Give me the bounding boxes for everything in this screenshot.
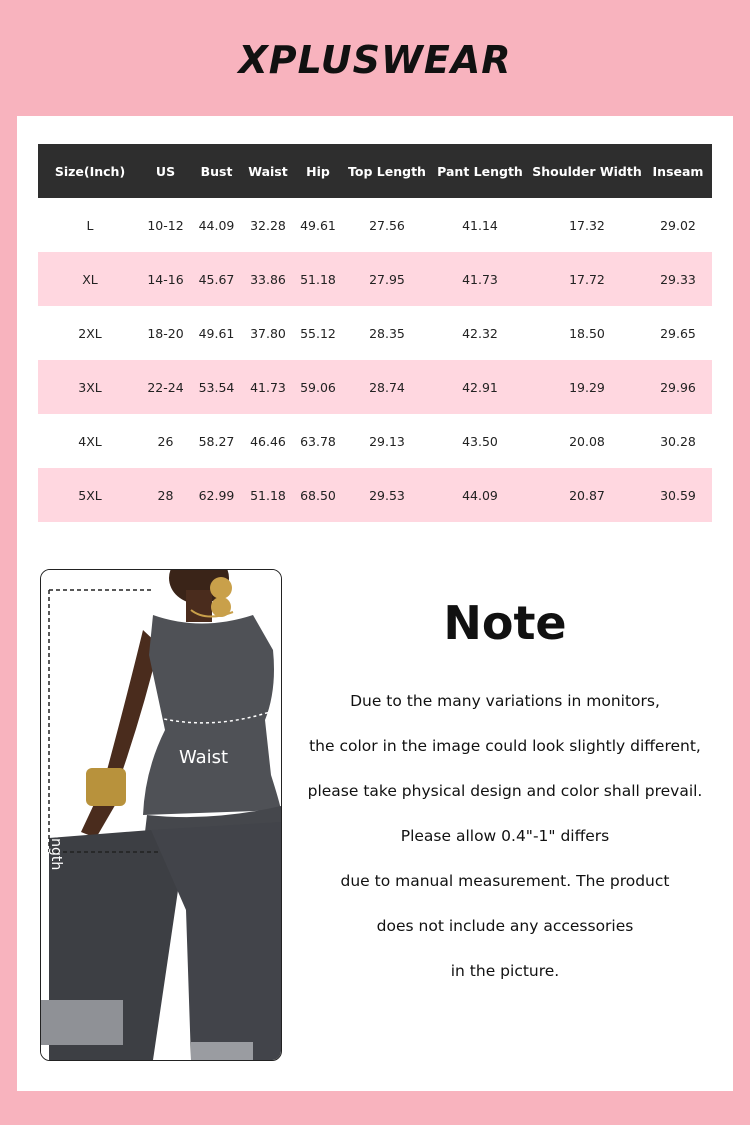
header-pant-length: Pant Length <box>430 144 530 198</box>
cell-bust: 49.61 <box>198 325 235 341</box>
header-top-length: Top Length <box>344 144 430 198</box>
cell-top-length: 29.53 <box>344 468 430 522</box>
cell-waist: 46.46 <box>250 433 286 449</box>
header-us: US <box>142 144 189 198</box>
header-size: Size(Inch) <box>38 144 142 198</box>
cell-shoulder-width: 18.50 <box>569 325 605 341</box>
cell-size: 2XL <box>78 325 102 341</box>
cell-pant-length: 43.50 <box>462 433 498 449</box>
cell-bust: 53.54 <box>189 360 244 414</box>
cell-pant-length: 42.32 <box>462 325 498 341</box>
cell-shoulder-width: 17.72 <box>530 252 644 306</box>
length-label: Length <box>48 822 64 871</box>
cell-hip: 59.06 <box>292 360 344 414</box>
cell-hip: 68.50 <box>292 468 344 522</box>
header-hip: Hip <box>292 144 344 198</box>
cell-us: 28 <box>142 468 189 522</box>
cell-waist: 33.86 <box>244 252 292 306</box>
cell-size: 3XL <box>38 360 142 414</box>
cell-size: 4XL <box>78 433 102 449</box>
cell-shoulder-width: 19.29 <box>530 360 644 414</box>
cell-pant-length: 41.14 <box>462 217 498 233</box>
cell-inseam: 30.28 <box>660 433 696 449</box>
cell-shoulder-width: 17.32 <box>569 217 605 233</box>
header-bust: Bust <box>189 144 244 198</box>
cell-us: 10-12 <box>147 217 184 233</box>
table-row <box>38 468 712 522</box>
cell-pant-length: 44.09 <box>430 468 530 522</box>
table-row <box>38 306 712 360</box>
cell-size: L <box>86 217 94 233</box>
cell-top-length: 27.56 <box>369 217 405 233</box>
cell-top-length: 28.35 <box>369 325 405 341</box>
cell-shoulder-width: 20.08 <box>569 433 605 449</box>
cell-us: 26 <box>157 433 174 449</box>
cell-top-length: 28.74 <box>344 360 430 414</box>
cell-hip: 55.12 <box>300 325 336 341</box>
cell-pant-length: 42.91 <box>430 360 530 414</box>
note-line: Please allow 0.4"-1" differs <box>400 827 610 845</box>
model-illustration <box>41 570 281 1060</box>
size-chart-card <box>17 116 733 1091</box>
header-inseam: Inseam <box>644 144 712 198</box>
note-line: in the picture. <box>450 962 560 980</box>
cell-hip: 51.18 <box>292 252 344 306</box>
note-line: due to manual measurement. The product <box>340 872 670 890</box>
table-row <box>38 360 712 414</box>
cell-waist: 32.28 <box>250 217 286 233</box>
cell-top-length: 27.95 <box>344 252 430 306</box>
table-row <box>38 198 712 252</box>
cell-top-length: 29.13 <box>369 433 405 449</box>
cell-bust: 44.09 <box>198 217 235 233</box>
product-photo <box>40 569 282 1061</box>
cell-inseam: 30.59 <box>644 468 712 522</box>
waist-label: Waist <box>179 747 229 768</box>
cell-waist: 37.80 <box>250 325 286 341</box>
cell-size: XL <box>38 252 142 306</box>
cell-inseam: 29.65 <box>660 325 696 341</box>
note-title: Note <box>443 596 567 650</box>
note-line: does not include any accessories <box>376 917 634 935</box>
cell-waist: 51.18 <box>244 468 292 522</box>
cell-hip: 63.78 <box>300 433 336 449</box>
table-row <box>38 414 712 468</box>
size-table <box>38 144 712 522</box>
cell-us: 22-24 <box>142 360 189 414</box>
cell-hip: 49.61 <box>300 217 336 233</box>
cell-inseam: 29.33 <box>644 252 712 306</box>
cell-pant-length: 41.73 <box>430 252 530 306</box>
cell-shoulder-width: 20.87 <box>530 468 644 522</box>
cell-us: 18-20 <box>147 325 184 341</box>
cell-inseam: 29.96 <box>644 360 712 414</box>
cell-bust: 62.99 <box>189 468 244 522</box>
header-shoulder-width: Shoulder Width <box>530 144 644 198</box>
cell-size: 5XL <box>38 468 142 522</box>
cell-bust: 45.67 <box>189 252 244 306</box>
table-row <box>38 252 712 306</box>
note-line: Due to the many variations in monitors, <box>350 692 660 710</box>
brand-logo: XPLUSWEAR <box>238 38 512 82</box>
table-header-row <box>38 144 712 198</box>
cell-us: 14-16 <box>142 252 189 306</box>
note-line: please take physical design and color shall prevail. <box>307 782 703 800</box>
note-line: the color in the image could look slightly different, <box>309 737 701 755</box>
cell-inseam: 29.02 <box>660 217 696 233</box>
note-text <box>289 686 721 1001</box>
cell-waist: 41.73 <box>244 360 292 414</box>
cell-bust: 58.27 <box>198 433 235 449</box>
header-waist: Waist <box>244 144 292 198</box>
